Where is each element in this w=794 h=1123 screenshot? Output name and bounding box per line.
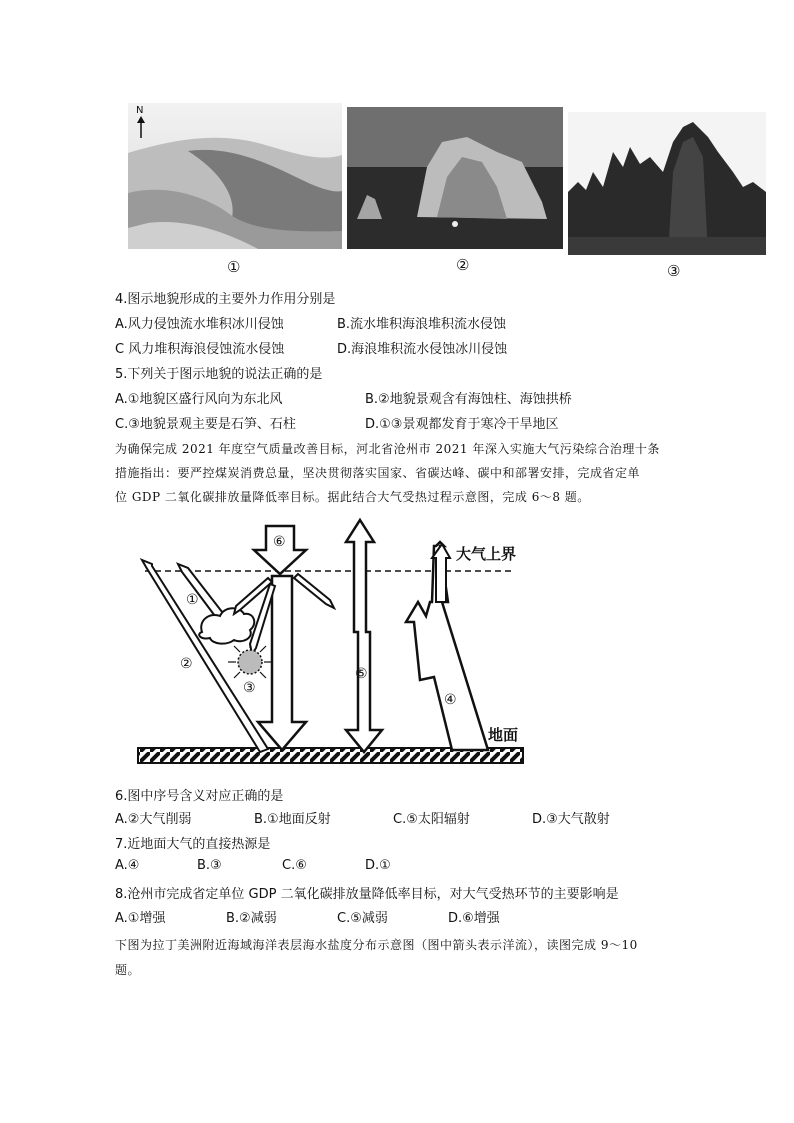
q7-option-c[interactable]: C.⑥: [282, 858, 307, 873]
label-ground: 地面: [488, 726, 519, 744]
label-n2: ②: [180, 656, 193, 672]
intro2-line1: 下图为拉丁美洲附近海域海洋表层海水盐度分布示意图（图中箭头表示洋流），读图完成 9～10: [115, 938, 638, 952]
q8-stem: 8.沧州市完成省定单位 GDP 二氧化碳排放量降低率目标，对大气受热环节的主要影响是: [115, 887, 619, 902]
photo-sand-dune: [128, 103, 342, 249]
north-arrow-icon: [134, 105, 148, 139]
scatter-particles: [238, 650, 262, 674]
intro1-line1: 为确保完成 2021 年度空气质量改善目标，河北省沧州市 2021 年深入实施大气污染综合治理十条: [115, 442, 660, 456]
arrow-right-scatter: [294, 574, 334, 608]
cloud: [199, 608, 254, 643]
intro2-line2: 题。: [115, 963, 141, 977]
q7-option-b[interactable]: B.③: [197, 858, 222, 873]
north-label: N: [136, 105, 144, 116]
label-n6: ⑥: [273, 534, 286, 550]
q4-option-a[interactable]: A.风力侵蚀流水堆积冰川侵蚀: [115, 317, 284, 332]
photo-sea-stack: [347, 107, 563, 249]
q8-option-c[interactable]: C.⑤减弱: [337, 911, 388, 926]
q8-option-a[interactable]: A.①增强: [115, 911, 166, 926]
q4-option-c[interactable]: C 风力堆积海浪侵蚀流水侵蚀: [115, 342, 285, 357]
intro1-line2: 措施指出：要严控煤炭消费总量，坚决贯彻落实国家、省碳达峰、碳中和部署安排，完成省定单: [115, 466, 641, 480]
label-n4: ④: [444, 692, 457, 708]
arrow-5: [346, 520, 382, 752]
photo-stone-forest: [568, 112, 766, 255]
q5-option-d[interactable]: D.①③景观都发育于寒冷干旱地区: [365, 417, 559, 432]
q7-option-a[interactable]: A.④: [115, 858, 140, 873]
q6-option-b[interactable]: B.①地面反射: [254, 812, 331, 827]
q8-option-b[interactable]: B.②减弱: [226, 911, 277, 926]
q4-stem: 4.图示地貌形成的主要外力作用分别是: [115, 292, 336, 307]
q4-option-d[interactable]: D.海浪堆积流水侵蚀冰川侵蚀: [337, 342, 508, 357]
q6-option-c[interactable]: C.⑤太阳辐射: [393, 812, 470, 827]
label-n1: ①: [186, 592, 199, 608]
label-n5: ⑤: [355, 666, 368, 682]
atmosphere-heating-diagram: [130, 512, 530, 774]
intro1-line3: 位 GDP 二氧化碳排放量降低率目标。据此结合大气受热过程示意图，完成 6～8 题。: [115, 490, 590, 504]
q5-option-c[interactable]: C.③地貌景观主要是石笋、石柱: [115, 417, 296, 432]
q4-option-b[interactable]: B.流水堆积海浪堆积流水侵蚀: [337, 317, 507, 332]
q5-option-a[interactable]: A.①地貌区盛行风向为东北风: [115, 392, 283, 407]
q6-option-a[interactable]: A.②大气削弱: [115, 812, 192, 827]
photo3-label: ③: [667, 262, 681, 280]
q6-option-d[interactable]: D.③大气散射: [532, 812, 610, 827]
photo2-label: ②: [456, 256, 470, 274]
q7-option-d[interactable]: D.①: [365, 858, 391, 873]
q5-option-b[interactable]: B.②地貌景观含有海蚀柱、海蚀拱桥: [365, 392, 572, 407]
photo1-label: ①: [227, 258, 241, 276]
q8-option-d[interactable]: D.⑥增强: [448, 911, 500, 926]
label-atmosphere-top: 大气上界: [456, 545, 517, 563]
q5-stem: 5.下列关于图示地貌的说法正确的是: [115, 367, 323, 382]
q7-stem: 7.近地面大气的直接热源是: [115, 837, 271, 852]
label-n3: ③: [243, 680, 256, 696]
q6-stem: 6.图中序号含义对应正确的是: [115, 789, 284, 804]
